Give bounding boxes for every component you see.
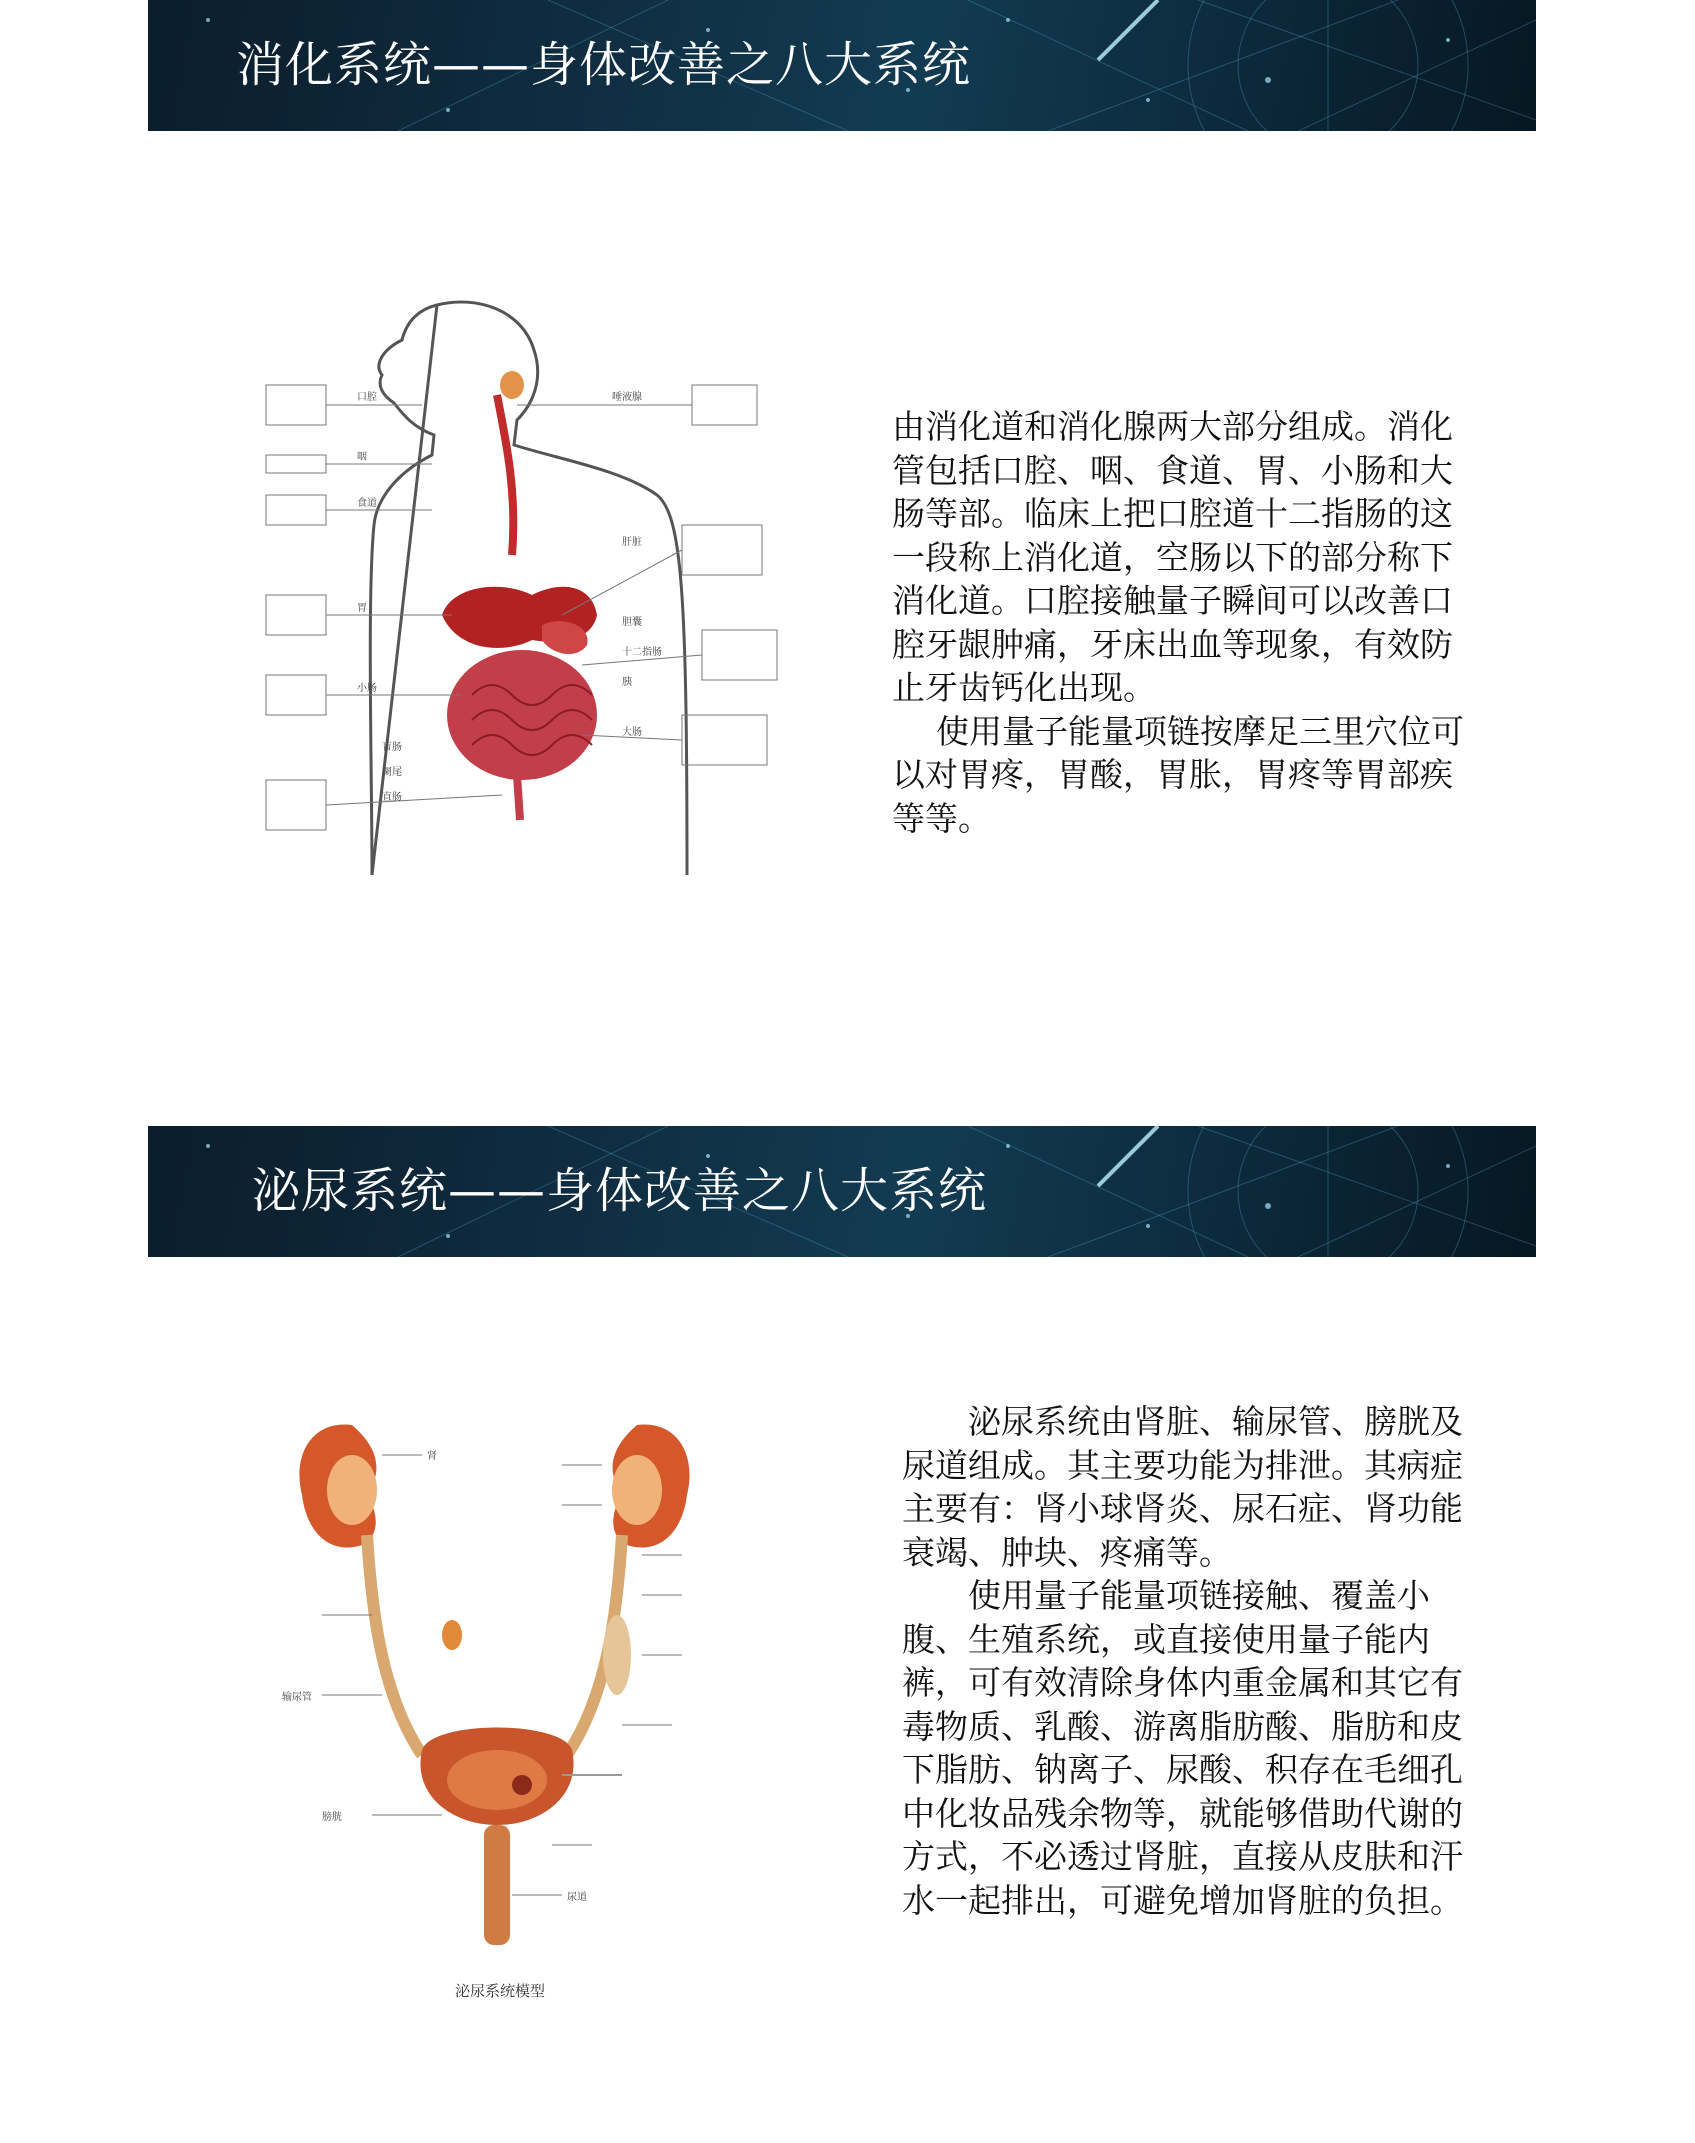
digestive-paragraph-1: 由消化道和消化腺两大部分组成。消化管包括口腔、咽、食道、胃、小肠和大肠等部。临床上把口腔道十二指肠的这一段称上消化道，空肠以下的部分称下消化道。口腔接触量子瞬间可以改善口腔牙龈肿痛，牙床出血等现象，有效防止牙齿钙化出现。 bbox=[892, 407, 1453, 707]
digestive-description bbox=[892, 405, 1480, 840]
svg-text:直肠: 直肠 bbox=[382, 792, 402, 803]
svg-text:肝脏: 肝脏 bbox=[622, 537, 642, 548]
svg-text:膀胱: 膀胱 bbox=[322, 1812, 342, 1823]
svg-text:盲肠: 盲肠 bbox=[382, 742, 402, 753]
svg-text:小肠: 小肠 bbox=[357, 683, 377, 694]
svg-text:食道: 食道 bbox=[357, 498, 377, 509]
digestive-system-illustration-icon bbox=[262, 295, 782, 875]
section-banner-digestive bbox=[148, 0, 1536, 131]
section-banner-urinary bbox=[148, 1126, 1536, 1257]
svg-text:口腔: 口腔 bbox=[357, 392, 377, 403]
section-title: 消化系统——身体改善之八大系统 bbox=[236, 37, 972, 93]
urinary-system-illustration-icon bbox=[262, 1395, 722, 1975]
svg-text:十二指肠: 十二指肠 bbox=[622, 647, 662, 658]
urinary-description bbox=[902, 1400, 1467, 1922]
svg-text:胆囊: 胆囊 bbox=[622, 617, 642, 628]
svg-text:肾: 肾 bbox=[427, 1451, 437, 1462]
svg-text:唾液腺: 唾液腺 bbox=[612, 392, 642, 403]
svg-text:输尿管: 输尿管 bbox=[282, 1692, 312, 1703]
urinary-paragraph-1: 泌尿系统由肾脏、输尿管、膀胱及尿道组成。其主要功能为排泄。其病症主要有：肾小球肾炎、尿石症、肾功能衰竭、肿块、疼痛等。 bbox=[902, 1402, 1463, 1572]
urinary-paragraph-2: 使用量子能量项链接触、覆盖小腹、生殖系统，或直接使用量子能内裤，可有效清除身体内重金属和其它有毒物质、乳酸、游离脂肪酸、脂肪和皮下脂肪、钠离子、尿酸、积存在毛细孔中化妆品残余物等，就能够借助代谢的方式，不必透过肾脏，直接从皮肤和汗水一起排出，可避免增加肾脏的负担。 bbox=[902, 1576, 1463, 1920]
section-title: 泌尿系统——身体改善之八大系统 bbox=[252, 1163, 988, 1219]
svg-text:阑尾: 阑尾 bbox=[382, 767, 402, 778]
svg-text:胃: 胃 bbox=[357, 603, 367, 614]
svg-text:胰: 胰 bbox=[622, 677, 632, 688]
svg-text:尿道: 尿道 bbox=[567, 1892, 587, 1903]
digestive-paragraph-2: 使用量子能量项链按摩足三里穴位可以对胃疼，胃酸，胃胀，胃疼等胃部疾等等。 bbox=[892, 711, 1464, 838]
svg-text:咽: 咽 bbox=[357, 452, 367, 463]
urinary-figure-caption: 泌尿系统模型 bbox=[455, 1982, 546, 2000]
svg-text:大肠: 大肠 bbox=[622, 727, 642, 738]
